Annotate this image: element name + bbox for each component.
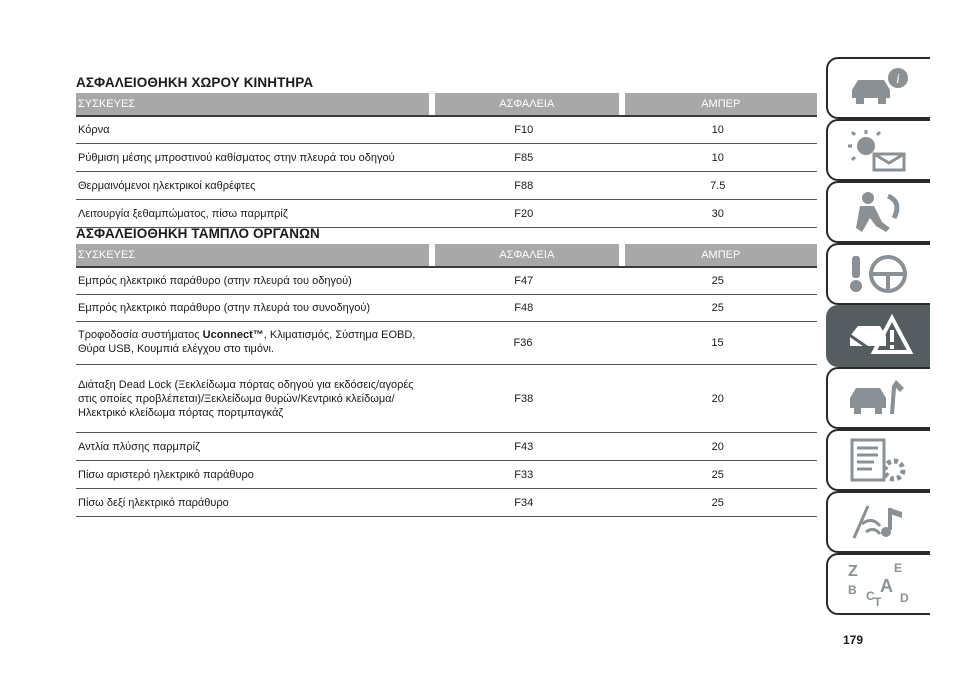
svg-text:i: i [896,72,900,87]
header-devices: ΣΥΣΚΕΥΕΣ [76,244,429,266]
device-cell: Διάταξη Dead Lock (Ξεκλείδωμα πόρτας οδηγού για εκδόσεις/αγορές στις οποίες προβλέπεται)/Ξεκλείδωμα θυρών/Κεντρικό κλείδωμα/Ηλεκτρικό κλείδωμα πόρτας πορτμπαγκάζ [78,378,414,419]
device-cell: Λειτουργία ξεθαμπώματος, πίσω παρμπρίζ [78,207,288,220]
safety-icon [844,188,914,236]
index-letter: Z [848,563,858,580]
fuse-cell: F43 [514,440,534,453]
device-cell: Πίσω δεξί ηλεκτρικό παράθυρο [78,496,229,509]
fuse-cell: F33 [514,468,534,481]
amp-cell: 7.5 [710,179,726,192]
tab-multimedia[interactable] [826,491,930,553]
multimedia-icon [844,498,914,546]
car-info-icon [844,64,914,112]
warning-lights-icon [844,126,914,174]
table-row [76,322,817,365]
device-cell: Ρύθμιση μέσης μπροστινού καθίσματος στην πλευρά του οδηγού [78,151,395,164]
amp-cell: 20 [711,392,724,405]
tab-car-info[interactable] [826,57,930,119]
index-letter: B [848,583,857,597]
table-row [76,295,817,322]
technical-data-icon [844,436,914,484]
amp-cell: 30 [711,207,724,220]
table-row [76,489,817,517]
fuse-cell: F34 [514,496,534,509]
starting-driving-icon [844,250,914,298]
index-letter: D [900,591,909,605]
page-number: 179 [843,633,864,647]
tab-starting-driving[interactable] [826,243,930,305]
header-amps: ΑΜΠΕΡ [625,244,817,266]
index-letter: E [894,561,903,575]
section-title: ΑΣΦΑΛΕΙΟΘΗΚΗ ΤΑΜΠΛΟ ΟΡΓΑΝΩΝ [76,226,320,241]
table-header [76,244,817,266]
table-row [76,117,817,144]
device-cell: Εμπρός ηλεκτρικό παράθυρο (στην πλευρά του συνοδηγού) [78,302,371,314]
amp-cell: 15 [711,337,724,349]
tab-maintenance[interactable] [826,367,930,429]
device-cell: Πίσω αριστερό ηλεκτρικό παράθυρο [78,468,254,481]
table-row [76,365,817,433]
amp-cell: 25 [711,275,724,287]
fuse-cell: F38 [514,392,534,405]
fuse-cell: F20 [514,207,534,220]
tab-safety[interactable] [826,181,930,243]
device-text: , Κλιματισμός, Σύστημα EOBD, Θύρα USB, Κουμπιά ελέγχου στο τιμόνι. [78,329,416,355]
device-cell: Αντλία πλύσης παρμπρίζ [78,440,200,453]
index-icon [844,560,914,608]
amp-cell: 25 [711,496,724,509]
table-row [76,172,817,200]
dashboard-fuse-section [76,226,817,517]
amp-cell: 25 [711,302,724,314]
table-row [76,268,817,295]
section-title: ΑΣΦΑΛΕΙΟΘΗΚΗ ΧΩΡΟΥ ΚΙΝΗΤΗΡΑ [76,75,314,90]
fuse-cell: F10 [514,124,534,136]
amp-cell: 10 [711,124,724,136]
tab-technical-data[interactable] [826,429,930,491]
device-cell: Θερμαινόμενοι ηλεκτρικοί καθρέφτες [78,179,256,192]
table-row [76,461,817,489]
engine-fuse-section [76,75,817,228]
table-row [76,200,817,228]
amp-cell: 20 [711,440,724,453]
amp-cell: 25 [711,468,724,481]
table-row [76,144,817,172]
uconnect-brand: Uconnect™ [202,329,264,341]
tab-warning-lights[interactable] [826,119,930,181]
fuse-cell: F88 [514,179,534,192]
device-text: Τροφοδοσία συστήματος [78,329,203,341]
header-amps: ΑΜΠΕΡ [625,93,817,115]
fuse-cell: F48 [514,302,534,314]
fuse-cell: F47 [514,275,534,287]
fuse-cell: F36 [513,337,533,349]
table-row [76,433,817,461]
header-fuse: ΑΣΦΑΛΕΙΑ [435,244,619,266]
amp-cell: 10 [711,151,724,164]
index-letter: A [880,576,893,596]
tab-emergency[interactable] [826,305,930,367]
header-devices: ΣΥΣΚΕΥΕΣ [76,93,429,115]
fuse-cell: F85 [514,151,534,164]
table-header [76,93,817,115]
emergency-icon [844,312,914,360]
device-cell: Εμπρός ηλεκτρικό παράθυρο (στην πλευρά του οδηγού) [78,275,352,287]
tab-index[interactable] [826,553,930,615]
maintenance-icon [844,374,914,422]
header-fuse: ΑΣΦΑΛΕΙΑ [435,93,619,115]
index-letter: C [866,589,875,603]
device-cell [76,322,428,364]
device-cell: Κόρνα [78,124,110,136]
index-letter: T [874,595,882,608]
